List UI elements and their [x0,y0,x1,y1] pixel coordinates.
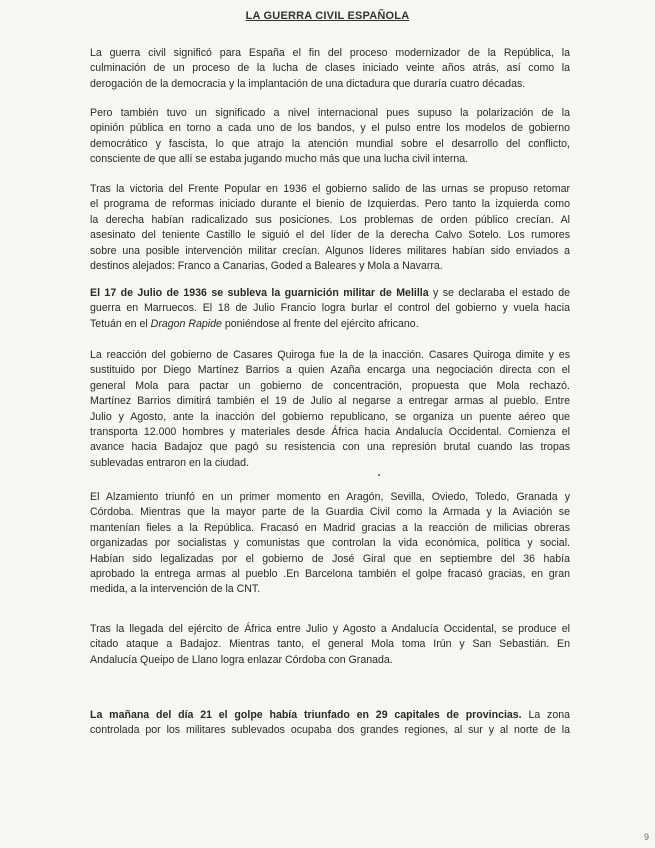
paragraph-8 [90,708,570,739]
text-line: Córdoba. Mientras que la mayor parte de la Guardia Civil como la Armada y la Aviación se [90,506,570,519]
page-edge-mark: 9 [643,832,649,842]
text-line: sobre una posible intervención militar crecían. Algunos líderes militares habían sido enviados a [90,244,570,257]
text-run: poniéndose al frente del ejército africano. [221,317,419,330]
document-title: LA GUERRA CIVIL ESPAÑOLA [245,10,410,22]
paragraph-5 [90,348,570,471]
text-line: Pero también tuvo un significado a nivel internacional pues supuso la polarización de la [90,107,570,119]
text-line: mantenían fieles a la República. Fracasó en Madrid gracias a la reacción de milicias obreras [90,521,570,534]
text-line [90,317,570,332]
text-line: La reacción del gobierno de Casares Quiroga fue la de la inacción. Casares Quiroga dimite y es [90,349,570,361]
text-line: Tras la llegada del ejército de África entre Julio y Agosto a Andalucía Occidental, se produce el [90,623,570,635]
text-line: organizadas por socialistas y comunistas que controlan la vida económica, política y social. [90,537,570,550]
paragraph-4 [90,286,570,332]
scan-speck [378,474,380,476]
text-run: Tetuán en el [90,317,151,330]
text-line: El Alzamiento triunfó en un primer momento en Aragón, Sevilla, Oviedo, Toledo, Granada y [90,491,570,503]
text-line: Julio y Agosto, ante la inacción del gobierno republicano, se organiza un puente aéreo que [90,410,570,423]
text-line: derogación de la democracia y la implantación de una dictadura que duraría cuatro décadas. [90,77,526,90]
text-line: medida, a la intervención de la CNT. [90,583,261,596]
text-line: La guerra civil significó para España el fin del proceso modernizador de la República, la [90,47,570,59]
text-line: Martínez Barrios dimitirá también el 19 de Julio al negarse a entregar armas al pueblo. Entre [90,395,570,408]
text-line [90,708,570,723]
text-line: opinión pública en torno a cada uno de los bandos, y el pulso entre los modelos de gobierno [90,122,570,135]
aircraft-name: Dragon Rapide [150,317,222,330]
paragraph-3 [90,182,570,274]
text-line: citado ataque a Badajoz. Mientras tanto, el general Mola toma Irún y San Sebastián. En [90,638,570,651]
text-line: guerra en Marruecos. El 18 de Julio Francio logra burlar el control del gobierno y vuela hacia [90,302,570,315]
text-line: sustituido por Diego Martínez Barrios a quien Azaña encarga una negociación directa con el [90,364,570,377]
text-line: transporta 12.000 hombres y materiales desde África hacia Andalucía Occidental. Comienza el [90,426,570,439]
paragraph-7 [90,622,570,668]
text-line: general Mola para pactar un gobierno de concentración, propuesta que Mola rechazó. [90,379,570,392]
text-run: y se declaraba el estado de [428,287,570,299]
text-line: asesinato del teniente Castillo le siguió el del líder de la derecha Calvo Sotelo. Los rumores [90,229,570,242]
paragraph-2 [90,106,570,168]
text-line: aprobado la entrega armas al pueblo .En Barcelona también el golpe fracasó gracias, en gran [90,568,570,581]
text-line: controlada por los militares sublevados ocupaba dos grandes regiones, al sur y al norte de la [90,724,570,737]
text-line: avance hacia Badajoz que pagó su resistencia con una represión brutal cuando las tropas [90,441,570,454]
text-line: culminación de un proceso de la lucha de clases iniciado veinte años atrás, así como la [90,62,570,75]
bold-lead: El 17 de Julio de 1936 se subleva la guarnición militar de Melilla [90,287,429,299]
text-line: democrático y fascista, lo que atrajo la atención mundial sobre el desarrollo del conflicto, [90,137,570,150]
text-line: la derecha habían radicalizado sus posiciones. Los problemas de orden público crecían. Al [90,213,570,226]
text-line: sublevadas entraron en la ciudad. [90,456,250,469]
paragraph-1 [90,46,570,92]
text-run: La zona [521,709,570,721]
text-line: destinos alejados: Franco a Canarias, Goded a Baleares y Mola a Navarra. [90,260,443,273]
text-line: Andalucía Queipo de Llano logra enlazar Córdoba con Granada. [90,653,393,666]
text-line: el programa de reformas iniciado durante el bienio de Izquierdas. Pero tanto la izquierda como [90,198,570,211]
text-line: Habían sido legalizadas por el gobierno de José Giral que en septiembre del 36 había [90,552,570,565]
paragraph-6 [90,490,570,598]
bold-lead: La mañana del día 21 el golpe había triunfado en 29 capitales de provincias. [90,709,522,721]
text-line [90,286,570,301]
text-line: Tras la victoria del Frente Popular en 1936 el gobierno salido de las urnas se propuso retomar [90,183,570,195]
text-line: consciente de que allí se estaba jugando mucho más que una lucha civil interna. [90,153,469,166]
